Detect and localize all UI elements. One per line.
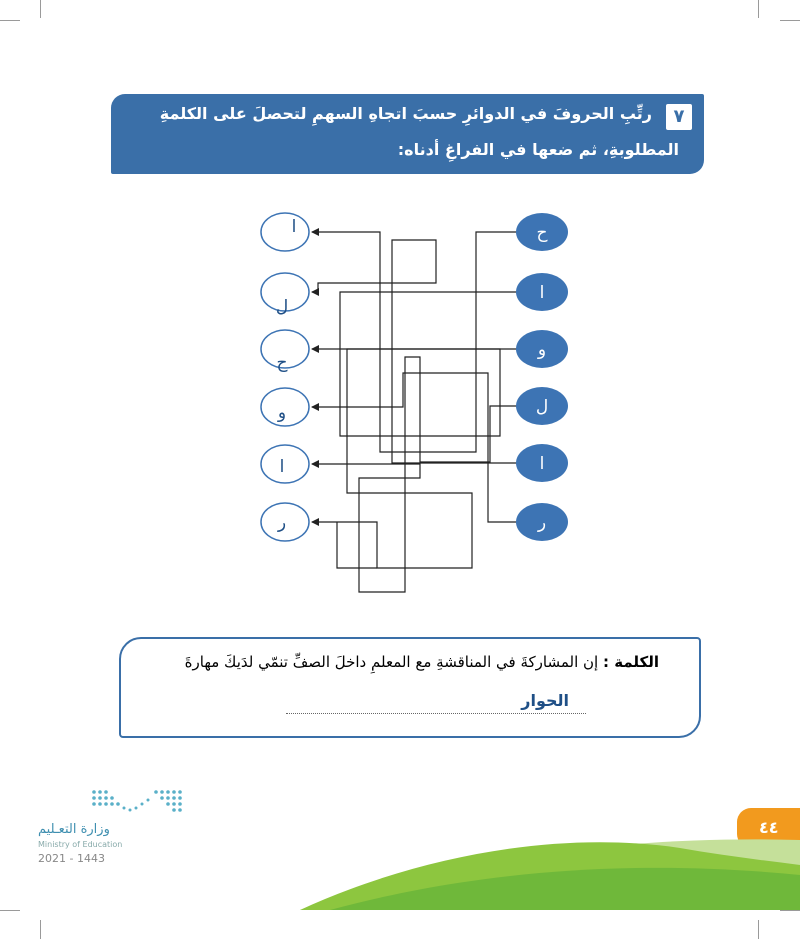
page-number: ٤٤ bbox=[759, 818, 779, 837]
right-letter: ح bbox=[536, 223, 548, 243]
ministry-name-arabic: وزارة التعـليم bbox=[38, 822, 110, 837]
ministry-name-english: Ministry of Education bbox=[38, 840, 123, 849]
question-number: ٧ bbox=[666, 104, 692, 130]
left-letter: ر bbox=[277, 513, 287, 533]
answer-word: الحوار bbox=[521, 691, 569, 710]
right-letter: ل bbox=[535, 397, 549, 417]
instruction-line-2: المطلوبةِ، ثم ضعها في الفراغِ أدناه: bbox=[397, 140, 679, 159]
instruction-line-1: رتِّبِ الحروفَ في الدوائرِ حسبَ اتجاهِ السهمِ لتحصلَ على الكلمةِ bbox=[159, 104, 652, 123]
right-letter: و bbox=[537, 340, 547, 360]
left-letter: ا bbox=[291, 217, 297, 237]
edition-year: 2021 - 1443 bbox=[38, 852, 105, 865]
left-letter: ل bbox=[275, 297, 289, 317]
right-letter: ا bbox=[539, 283, 545, 303]
left-letter: ا bbox=[279, 457, 285, 477]
left-letter: ح bbox=[276, 353, 288, 373]
left-letter: و bbox=[277, 403, 287, 423]
right-letter: ا bbox=[539, 454, 545, 474]
answer-label: الكلمة : bbox=[603, 653, 659, 671]
answer-sentence-text: إن المشاركةَ في المناقشةِ مع المعلمِ داخلَ الصفِّ تنمّي لدَيكَ مهارةَ bbox=[184, 653, 599, 671]
right-letter: ر bbox=[537, 513, 547, 533]
